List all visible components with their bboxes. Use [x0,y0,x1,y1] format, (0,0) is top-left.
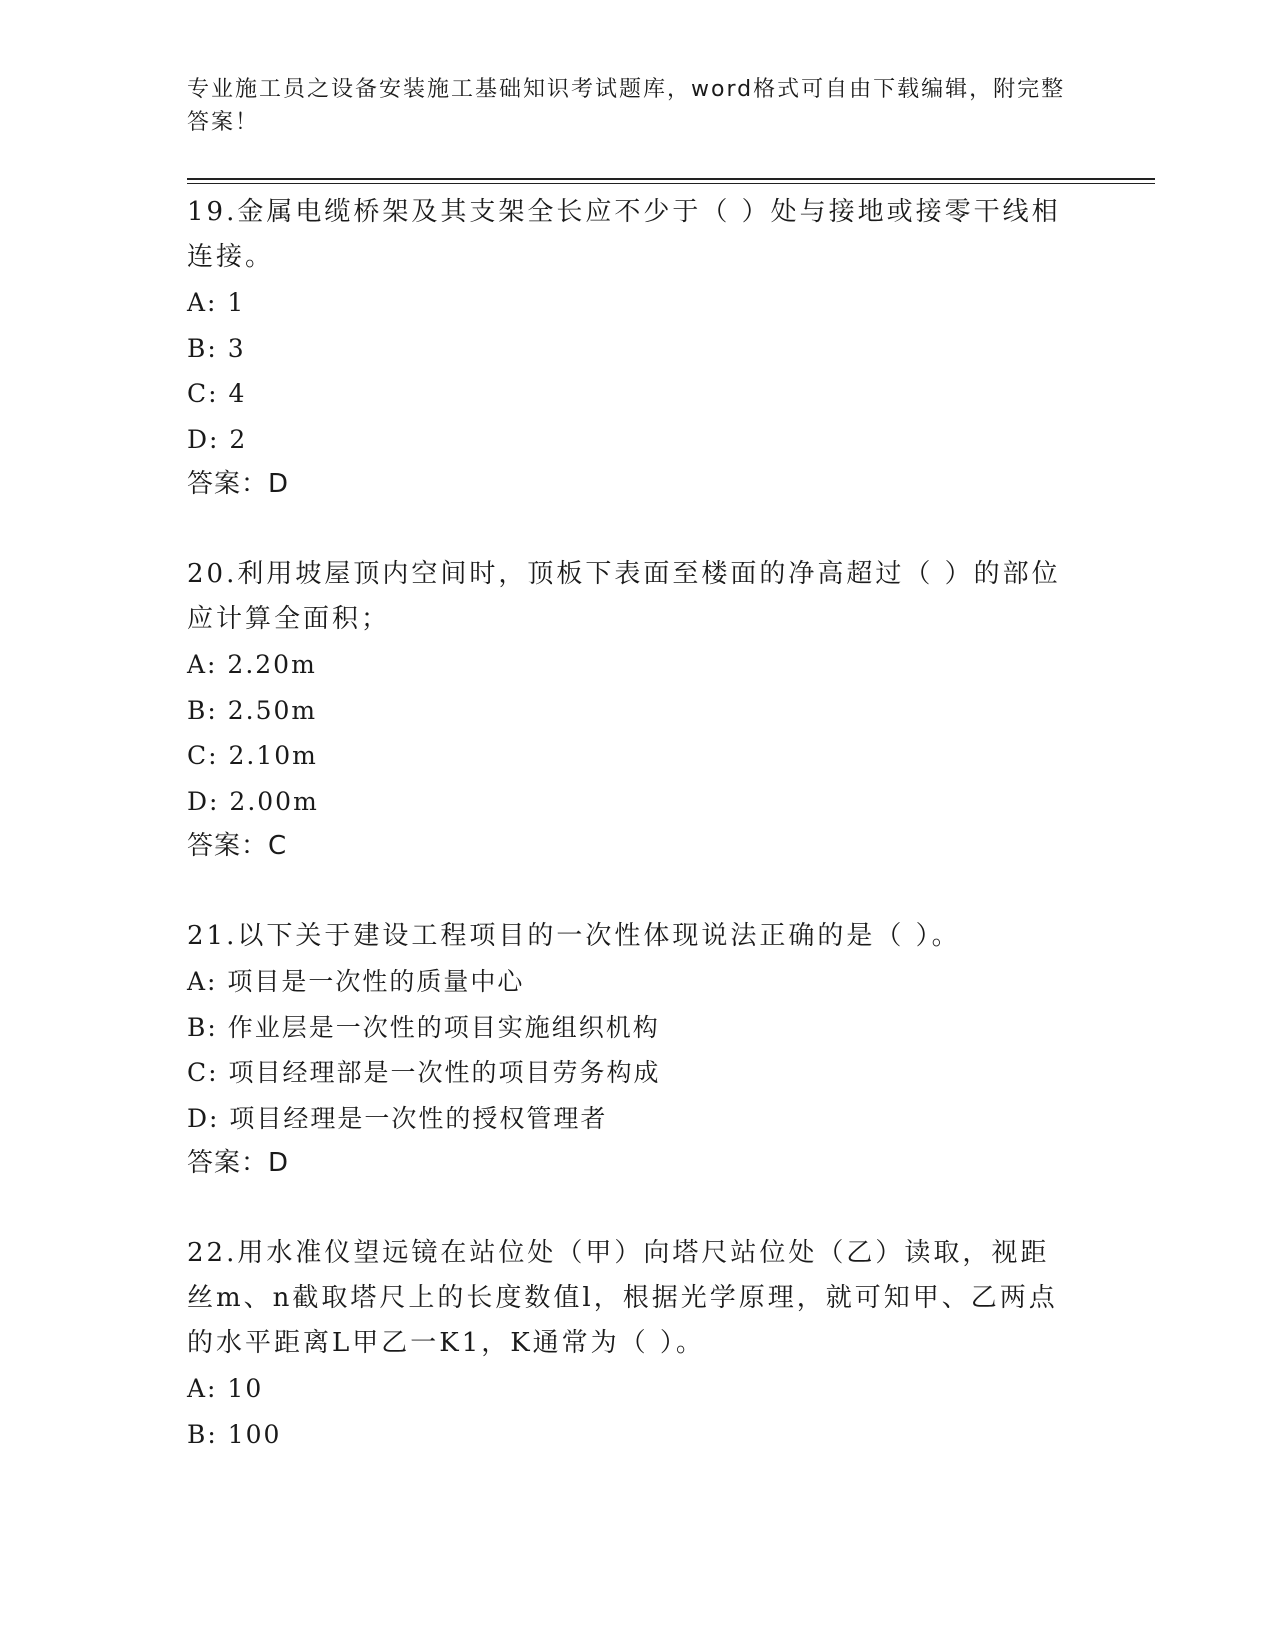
question-text: 20.利用坡屋顶内空间时，顶板下表面至楼面的净高超过（ ）的部位应计算全面积； [187,559,1061,634]
option-a: A: 项目是一次性的质量中心 [187,967,525,996]
question-text: 19.金属电缆桥架及其支架全长应不少于（ ）处与接地或接零干线相连接。 [187,197,1061,272]
option-a: A: 1 [187,288,246,317]
question-20 [187,552,1087,868]
answer-line: 答案：D [187,1148,290,1178]
answer-line: 答案：D [187,469,290,499]
question-19 [187,190,1087,506]
header-divider-thick [187,178,1155,180]
option-b: B: 2.50m [187,695,318,725]
header-divider-thin [187,183,1155,184]
option-b: B: 作业层是一次性的项目实施组织机构 [187,1012,660,1042]
option-a: A: 10 [187,1374,264,1403]
question-text: 21.以下关于建设工程项目的一次性体现说法正确的是（ ）。 [187,921,961,951]
option-d: D: 2 [187,424,248,454]
option-d: D: 2.00m [187,786,319,816]
option-b: B: 3 [187,333,246,363]
question-text: 22.用水准仪望远镜在站位处（甲）向塔尺站位处（乙）读取，视距丝m、n截取塔尺上的长度数值l，根据光学原理，就可知甲、乙两点的水平距离L甲乙一K1，K通常为（ ）。 [187,1238,1058,1358]
question-22 [187,1231,1087,1457]
question-list [187,190,1087,1503]
option-a: A: 2.20m [187,650,317,679]
option-c: C: 项目经理部是一次性的项目劳务构成 [187,1058,661,1087]
answer-line: 答案：C [187,831,288,861]
question-21 [187,914,1087,1185]
document-header: 专业施工员之设备安装施工基础知识考试题库，word格式可自由下载编辑，附完整答案！ [187,77,1066,135]
option-c: C: 2.10m [187,741,318,770]
option-c: C: 4 [187,379,247,408]
option-d: D: 项目经理是一次性的授权管理者 [187,1103,608,1133]
option-b: B: 100 [187,1419,282,1449]
